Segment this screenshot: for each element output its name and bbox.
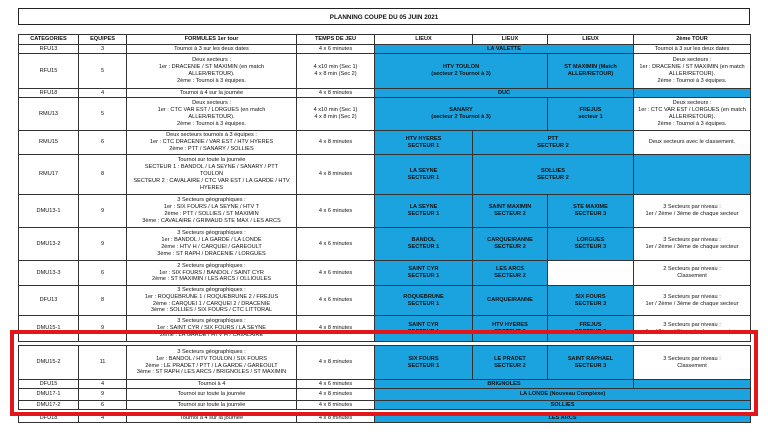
venue-name: LA SEYNE	[409, 167, 438, 174]
category-cell: RFU18	[19, 89, 79, 98]
round2-cell	[634, 346, 751, 380]
category-cell: RMU15	[19, 131, 79, 155]
teams-cell: 9	[79, 316, 127, 342]
venue-cell	[473, 261, 548, 286]
venue-name: BANDOL	[411, 237, 436, 244]
category-cell: RFU15	[19, 54, 79, 89]
teams-cell: 4	[79, 89, 127, 98]
time-line: 4 x10 min (Sec 1)	[313, 64, 358, 71]
venue-cell	[375, 131, 473, 155]
time-line: 4 x 6 minutes	[318, 45, 353, 52]
format-cell	[127, 316, 297, 342]
header-lieux-3: LIEUX	[548, 35, 634, 45]
time-cell	[297, 228, 375, 261]
venue-name: HTV HYERES	[405, 135, 442, 142]
venue-sector: SECTEUR 3	[574, 362, 607, 369]
venue-name: SIX FOURS	[575, 293, 606, 300]
round2-line: 2ème : Tournoi à 3 équipes.	[657, 120, 727, 127]
teams-cell: 9	[79, 389, 127, 401]
format-cell	[127, 131, 297, 155]
round2-cell	[634, 286, 751, 316]
format-line: 2ème : Tournoi à 3 équipes.	[177, 120, 246, 127]
time-line: 4 x 8 min (Sec 2)	[314, 114, 357, 120]
round2-line: ALLER/RETOUR).	[668, 114, 716, 120]
round2-line: 3 Secteurs par niveau :	[663, 237, 721, 244]
time-line: 4 x10 min (Sec 1)	[313, 107, 358, 114]
header-lieux-1: LIEUX	[375, 35, 473, 45]
venue-name: LA VALETTE	[487, 45, 521, 52]
format-line: Tournoi à 4 sur la journée	[179, 89, 244, 96]
format-line: 2ème : ST MAXIMIN / LES ARCS / OLLIOULES	[152, 276, 271, 283]
venue-cell	[548, 316, 634, 342]
time-cell	[297, 316, 375, 342]
format-cell	[127, 261, 297, 286]
venue-sector: SECTEUR 1	[407, 142, 440, 149]
venue-sector: SECTEUR 2	[494, 273, 526, 279]
category-cell: DMU13-3	[19, 261, 79, 286]
venue-cell	[375, 414, 751, 423]
venue-sector: SECTEUR 3	[574, 300, 607, 307]
venue-name: SANARY	[449, 107, 473, 114]
round2-cell	[634, 261, 751, 286]
format-line: Tournoi sur toute la journée	[177, 157, 246, 164]
teams-cell: 3	[79, 45, 127, 54]
format-line: 1er : SIX FOURS / LA SEYNE / HTV T	[163, 204, 260, 211]
time-cell	[297, 286, 375, 316]
table-row	[19, 54, 751, 89]
time-line: 4 x 6 minutes	[318, 240, 353, 247]
format-line: 1er : CTC VAR EST / LORGUES (en match	[157, 107, 266, 114]
round2-line: 2ème : Tournoi à 3 équipes.	[657, 77, 727, 84]
venue-cell	[548, 346, 634, 380]
venue-name: LA LONDE (Nouveau Complexe)	[519, 391, 606, 398]
category-cell: DMU13-2	[19, 228, 79, 261]
venue-sector: SECTEUR 2	[537, 142, 569, 149]
venue-cell	[375, 316, 473, 342]
category-cell: DFU13	[19, 286, 79, 316]
teams-cell: 8	[79, 155, 127, 195]
format-line: 1er : DRACENIE / ST MAXIMIN (en match	[158, 64, 265, 71]
format-cell	[127, 401, 297, 410]
venue-cell	[375, 228, 473, 261]
round2-line: Deux secteurs :	[672, 100, 712, 107]
round2-line: 3 Secteurs par niveau :	[663, 204, 721, 211]
time-cell	[297, 155, 375, 195]
category-cell: RMU13	[19, 98, 79, 131]
format-cell	[127, 45, 297, 54]
table-row	[19, 286, 751, 316]
format-line: 3 Secteurs géographiques :	[177, 286, 246, 293]
venue-sector: SECTEUR 2	[494, 211, 526, 217]
venue-name: SOLLIES	[541, 167, 565, 174]
time-cell	[297, 54, 375, 89]
venue-name: CARQUEIRANNE	[487, 297, 533, 304]
round2-line: Tournoi à 3 sur les deux dates	[654, 45, 730, 52]
venue-cell	[375, 45, 634, 54]
venue-sector: SECTEUR 2	[537, 174, 569, 181]
format-cell	[127, 286, 297, 316]
venue-cell	[548, 54, 634, 89]
teams-cell: 5	[79, 98, 127, 131]
venue-name: SAINT CYR	[408, 266, 439, 273]
format-line: 1er : BANDOL / HTV TOULON / SIX FOURS	[156, 355, 267, 362]
venue-sector: SECTEUR 1	[407, 174, 440, 181]
table-row	[19, 401, 751, 410]
venue-name: LES ARCS	[548, 414, 577, 421]
round2-line: Classement	[677, 273, 707, 279]
format-line: SECTEUR 1 : BANDOL / LA SEYNE / SANARY / PTT	[144, 164, 279, 171]
format-line: Deux secteurs :	[192, 100, 231, 107]
venue-cell	[375, 54, 548, 89]
format-cell	[127, 414, 297, 423]
time-line: 4 x 8 minutes	[318, 359, 353, 366]
category-cell: RFU13	[19, 45, 79, 54]
venue-name: SAINT MAXIMIN	[488, 204, 532, 211]
category-cell: DFU15	[19, 380, 79, 389]
format-line: 3 Secteurs géographiques :	[177, 197, 246, 204]
round2-cell	[634, 54, 751, 89]
teams-cell: 9	[79, 195, 127, 228]
venue-name: SAINT RAPHAEL	[567, 355, 614, 362]
round2-line: 1er / 2ème / 3ème de chaque secteur	[645, 211, 739, 217]
teams-cell: 9	[79, 228, 127, 261]
venue-cell	[548, 228, 634, 261]
venue-cell	[375, 261, 473, 286]
venue-sector: ALLER/RETOUR)	[567, 71, 614, 77]
format-line: 3 Secteurs géographiques :	[177, 348, 246, 355]
round2-cell	[634, 195, 751, 228]
table-row	[19, 98, 751, 131]
format-line: Tournoi sur toute la journée	[177, 401, 246, 408]
time-line: 4 x 8 minutes	[318, 401, 353, 408]
venue-name: LES ARCS	[495, 266, 525, 273]
time-cell	[297, 195, 375, 228]
venue-name: HTV HYERES	[492, 321, 528, 328]
venue-sector: SECTEUR 3	[574, 244, 607, 250]
format-line: Tournoi à 4 sur la journée	[179, 414, 244, 421]
time-line: 4 x 8 min (Sec 2)	[314, 71, 357, 77]
time-line: 4 x 8 minutes	[318, 391, 353, 398]
venue-cell	[473, 131, 634, 155]
header-lieux-2: LIEUX	[473, 35, 548, 45]
format-line: Tournoi à 3 sur les deux dates	[174, 45, 249, 52]
venue-name: STE MAXIME	[573, 204, 608, 211]
format-line: 2ème : PTT / SOLLIES / ST MAXIMIN	[164, 211, 259, 217]
round2-cell	[634, 380, 751, 389]
planning-table	[18, 34, 751, 423]
format-line: HYERES	[199, 184, 223, 191]
time-line: 4 x 8 minutes	[318, 414, 353, 421]
venue-cell	[375, 98, 548, 131]
venue-sector: secteur 1	[578, 114, 603, 120]
format-line: 2ème : PTT / SANARY / SOLLIES	[169, 145, 254, 152]
header-row	[19, 35, 751, 45]
format-cell	[127, 155, 297, 195]
venue-cell	[375, 346, 473, 380]
round2-line: 1er : CTC VAR EST / LORGUES (en match	[638, 107, 746, 114]
round2-cell	[634, 316, 751, 342]
format-line: 2ème : LE PRADET / PTT / LA GARDE / GAREOULT	[145, 362, 278, 369]
teams-cell: 6	[79, 261, 127, 286]
format-line: 1er : CTC DRACENIE / VAR EST / HTV HYERES	[149, 139, 274, 146]
round2-line: Classement	[677, 362, 707, 369]
time-cell	[297, 131, 375, 155]
time-line: 4 x 6 minutes	[318, 297, 353, 304]
venue-cell	[375, 401, 751, 410]
teams-cell: 4	[79, 414, 127, 423]
format-line: 2ème : HTV H / CARQUEI / GAREOULT	[161, 244, 262, 250]
venue-name: ROQUEBRUNE	[403, 293, 444, 300]
format-line: TOULON	[199, 171, 224, 178]
venue-cell	[473, 286, 548, 316]
table-row	[19, 45, 751, 54]
round2-cell	[634, 45, 751, 54]
round2-line: Deux secteurs avec le classement.	[648, 139, 736, 146]
time-cell	[297, 380, 375, 389]
category-cell: RMU17	[19, 155, 79, 195]
venue-cell	[473, 195, 548, 228]
category-cell: DMU13-1	[19, 195, 79, 228]
venue-cell	[548, 286, 634, 316]
format-line: 1er : SAINT CYR / SIX FOURS / LA SEYNE	[156, 325, 266, 332]
header-equipes: EQUIPES	[79, 35, 127, 45]
table-row	[19, 228, 751, 261]
category-cell: DMU17-2	[19, 401, 79, 410]
time-line: 4 x 8 minutes	[318, 325, 353, 332]
venue-sector: SECTEUR 1	[407, 300, 440, 307]
format-cell	[127, 98, 297, 131]
time-cell	[297, 98, 375, 131]
format-cell	[127, 54, 297, 89]
header-formules: FORMULES 1er tour	[127, 35, 297, 45]
table-row	[19, 414, 751, 423]
time-cell	[297, 45, 375, 54]
venue-sector: (secteur 2 Tournoi à 3)	[431, 71, 491, 77]
venue-sector: SECTEUR 1	[407, 328, 440, 335]
format-line: 2ème : Tournoi à 3 équipes.	[177, 77, 246, 84]
round2-line: 2 Secteurs par niveau :	[663, 266, 721, 273]
round2-line: 1er / 2ème / 3ème de chaque secteur	[645, 328, 739, 335]
table-row	[19, 195, 751, 228]
table-row	[19, 380, 751, 389]
time-line: 4 x 8 minutes	[318, 171, 353, 178]
venue-name: FREJUS	[579, 107, 602, 114]
format-line: 3ème : CAVALAIRE / GRIMAUD STE MAX / LES ARCS	[142, 217, 281, 224]
venue-name: FREJUS	[579, 321, 602, 328]
venue-name: HTV TOULON	[442, 64, 480, 71]
category-cell: DMU15-1	[19, 316, 79, 342]
format-line: 3ème : ST RAPH / DRACENIE / LORGUES	[157, 250, 266, 257]
venue-cell	[473, 155, 634, 195]
time-cell	[297, 414, 375, 423]
round2-line: 3 Secteurs par niveau :	[663, 355, 721, 362]
venue-cell	[473, 346, 548, 380]
table-row	[19, 261, 751, 286]
venue-sector: SECTEUR 2	[494, 362, 526, 369]
time-line: 4 x 8 minutes	[318, 89, 353, 96]
venue-name: SOLLIES	[550, 401, 575, 408]
teams-cell: 5	[79, 54, 127, 89]
venue-name: SIX FOURS	[408, 355, 439, 362]
time-line: 4 x 6 minutes	[318, 380, 353, 387]
time-line: 4 x 6 minutes	[318, 207, 353, 214]
format-line: 1er : SIX FOURS / BANDOL / SAINT CYR	[159, 269, 264, 276]
venue-cell	[473, 228, 548, 261]
venue-cell-empty	[548, 261, 634, 286]
table-row	[19, 316, 751, 342]
teams-cell: 6	[79, 131, 127, 155]
header-categories: CATEGORIES	[19, 35, 79, 45]
time-cell	[297, 89, 375, 98]
venue-name: BRIGNOLES	[487, 380, 521, 387]
table-row	[19, 131, 751, 155]
venue-name: DUC	[497, 89, 511, 96]
teams-cell: 4	[79, 380, 127, 389]
format-line: Tournoi à 4	[197, 380, 226, 387]
format-line: 2ème : LA GARDE / HTV H / CAVALAIRE	[159, 331, 264, 338]
format-cell	[127, 228, 297, 261]
format-line: 3ème : ST RAPH / LES ARCS / BRIGNOLES / ST MAXIMIN	[136, 369, 287, 376]
table-row	[19, 389, 751, 401]
round2-line: 3 Secteurs par niveau :	[663, 321, 721, 328]
round2-line: 1er : DRACENIE / ST MAXIMIN (en match	[639, 64, 745, 71]
time-line: 4 x 6 minutes	[318, 269, 353, 276]
venue-name: LE PRADET	[494, 355, 526, 362]
venue-sector: SECTEUR 3	[574, 211, 607, 217]
venue-cell	[375, 195, 473, 228]
round2-line: Deux secteurs :	[672, 57, 712, 64]
format-line: Deux secteurs :	[192, 57, 231, 64]
venue-name: CARQUEIRANNE	[487, 237, 533, 244]
venue-cell	[375, 286, 473, 316]
venue-cell	[473, 316, 548, 342]
format-line: SECTEUR 2 : CAVALAIRE / CTC VAR EST / LA GARDE / HTV	[133, 177, 290, 184]
format-line: 3 Secteurs géographiques :	[177, 318, 246, 325]
round2-cell	[634, 98, 751, 131]
time-cell	[297, 346, 375, 380]
time-line: 4 x 8 minutes	[318, 139, 353, 146]
category-cell: DMU17-1	[19, 389, 79, 401]
venue-sector: SECTEUR 1	[407, 211, 440, 217]
teams-cell: 6	[79, 401, 127, 410]
format-line: Tournoi sur toute la journée	[177, 391, 246, 398]
format-cell	[127, 380, 297, 389]
round2-cell	[634, 89, 751, 98]
format-line: 1er : BANDOL / LA GARDE / LA LONDE	[161, 237, 262, 244]
category-cell: DMU15-2	[19, 346, 79, 380]
header-tour2: 2ème TOUR	[634, 35, 751, 45]
venue-cell	[548, 98, 634, 131]
table-row	[19, 155, 751, 195]
venue-name: PTT	[547, 135, 559, 142]
venue-sector: SECTEUR 1	[407, 362, 440, 369]
venue-cell	[375, 89, 634, 98]
round2-cell	[634, 131, 751, 155]
time-cell	[297, 389, 375, 401]
venue-name: LORGUES	[576, 237, 605, 244]
format-line: ALLER/RETOUR).	[188, 71, 235, 77]
format-cell	[127, 389, 297, 401]
venue-cell	[375, 380, 634, 389]
time-cell	[297, 401, 375, 410]
round2-line: 1er / 2ème / 3ème de chaque secteur	[645, 300, 739, 307]
teams-cell: 8	[79, 286, 127, 316]
format-line: 2 Secteurs géographiques :	[177, 262, 246, 269]
venue-name: SAINT CYR	[408, 321, 439, 328]
venue-sector: SECTEUR 1	[407, 273, 440, 279]
format-cell	[127, 346, 297, 380]
venue-cell	[375, 155, 473, 195]
venue-sector: SECTEUR 1	[407, 244, 440, 250]
venue-name: LA SEYNE	[409, 204, 438, 211]
format-cell	[127, 89, 297, 98]
format-line: ALLER/RETOUR).	[188, 114, 235, 120]
time-cell	[297, 261, 375, 286]
venue-sector: SECTEUR 3	[574, 328, 607, 335]
venue-cell	[375, 389, 751, 401]
format-line: 2ème : CARQUEI 1 / CARQUEI 2 / DRACENIE	[152, 300, 271, 307]
venue-sector: SECTEUR 2	[494, 244, 526, 250]
header-temps: TEMPS DE JEU	[297, 35, 375, 45]
teams-cell: 11	[79, 346, 127, 380]
format-line: 3ème : SOLLIES / SIX FOURS / CTC LITTORAL	[150, 307, 273, 314]
round2-cell	[634, 228, 751, 261]
planning-title: PLANNING COUPE DU 05 JUIN 2021	[18, 8, 750, 25]
table-row	[19, 346, 751, 380]
round2-line: 1er / 2ème / 3ème de chaque secteur	[645, 244, 739, 250]
round2-line: 3 Secteurs par niveau :	[663, 293, 721, 300]
venue-cell	[548, 195, 634, 228]
category-cell: DFU18	[19, 414, 79, 423]
venue-sector: (secteur 2 Tournoi à 3)	[431, 114, 491, 120]
venue-name: ST MAXIMIN (Match	[564, 64, 617, 71]
format-line: 3 Secteurs géographiques :	[177, 230, 246, 237]
round2-line: ALLER/RETOUR).	[668, 71, 716, 77]
format-cell	[127, 195, 297, 228]
format-line: Deux secteurs tournois à 3 équipes :	[166, 132, 257, 139]
venue-sector: SECTEUR 2	[494, 328, 526, 335]
format-line: 1er : ROQUEBRUNE 1 / ROQUEBRUNE 2 / FREJUS	[144, 293, 279, 300]
round2-cell	[634, 155, 751, 195]
table-row	[19, 89, 751, 98]
